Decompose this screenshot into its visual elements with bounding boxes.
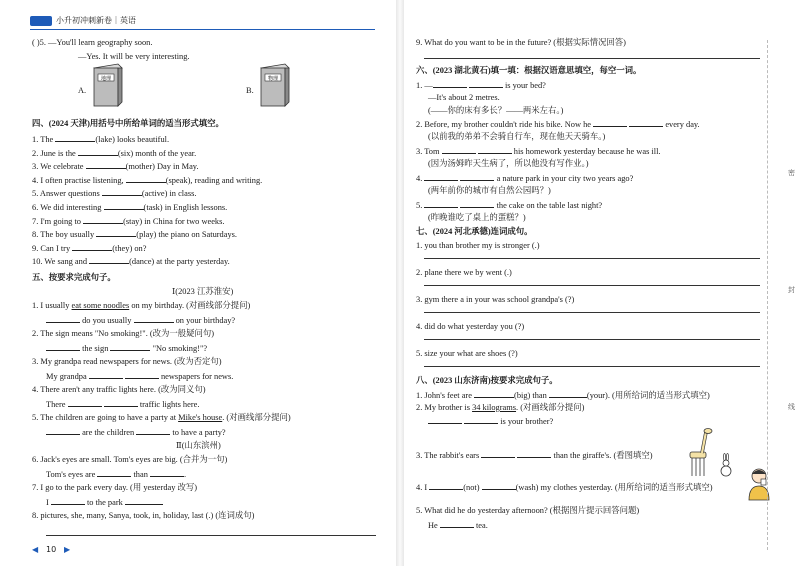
section-7-title: 七、(2024 河北承德)连词成句。	[416, 227, 533, 236]
s8-q5: 5. What did he do yesterday afternoon? (根据图片提示回答问题)	[416, 506, 640, 515]
s8-q3[interactable]: 3. The rabbit's ears than the giraffe's. (看图填空)	[416, 451, 653, 460]
sec4-item[interactable]: 10. We sang and (dance) at the party yesterday.	[32, 257, 230, 267]
section-8-title: 八、(2023 山东济南)按要求完成句子。	[416, 376, 558, 385]
page-number: 10	[46, 545, 57, 554]
sec4-item[interactable]: 1. The (lake) looks beautiful.	[32, 135, 170, 144]
sec4-item[interactable]: 8. The boy usually (play) the piano on Saturdays.	[32, 230, 238, 240]
series-badge	[30, 16, 52, 26]
prev-arrow-icon: ◀	[32, 545, 39, 554]
s8-q5-answer[interactable]: He tea.	[428, 521, 488, 530]
s6-q4-hint: (两年前你的城市有自然公园吗？)	[428, 186, 551, 195]
svg-text:物理: 物理	[267, 76, 279, 82]
option-a: A.	[78, 86, 87, 95]
giraffe-icon	[690, 429, 712, 477]
header-title: 小升初冲刺新卷｜英语	[56, 16, 136, 25]
seal-mark-1: 密	[788, 169, 795, 177]
left-page	[0, 0, 396, 566]
s6-q5-hint: (昨晚谁吃了桌上的蛋糕？)	[428, 213, 526, 222]
s6-q4[interactable]: 4. a nature park in your city two years ago?	[416, 174, 634, 183]
sec7-answer-line[interactable]	[424, 366, 760, 367]
q5-reply: —Yes. It will be very interesting.	[78, 52, 190, 61]
s5-q6-answer[interactable]: Tom's eyes are than .	[46, 470, 187, 479]
s5-q2-answer[interactable]: the sign "No smoking!"?	[46, 342, 207, 354]
s8-q2-answer[interactable]: is your brother?	[428, 415, 553, 427]
sec4-item[interactable]: 3. We celebrate (mother) Day in May.	[32, 162, 199, 172]
header-rule	[30, 29, 375, 30]
physics-book-icon	[257, 62, 291, 110]
book-gutter	[396, 0, 404, 566]
sec4-item[interactable]: 2. June is the (six) month of the year.	[32, 148, 197, 158]
q5-stem: ( )5. —You'll learn geography soon.	[32, 38, 153, 47]
s6-q5[interactable]: 5. the cake on the table last night?	[416, 201, 603, 210]
sec7-item: 1. you than brother my is stronger (.)	[416, 241, 540, 250]
sec4-item[interactable]: 5. Answer questions (active) in class.	[32, 189, 197, 199]
sec7-item: 3. gym there a in your was school grandpa's (?)	[416, 295, 575, 304]
s5-q4: 4. There aren't any traffic lights here. (改为同义句)	[32, 385, 206, 394]
s5-q5-answer[interactable]: are the children to have a party?	[46, 426, 226, 438]
s6-q3-hint: (因为汤姆昨天生病了，所以他没有写作业。)	[428, 159, 589, 168]
s5-q1-answer[interactable]: do you usually on your birthday?	[46, 314, 235, 326]
seal-mark-2: 封	[788, 286, 795, 294]
s5-q4-answer[interactable]: There traffic lights here.	[46, 400, 200, 409]
seal-mark-3: 线	[788, 403, 795, 411]
geography-book-icon	[90, 62, 124, 110]
subsection-2-label: Ⅱ(山东滨州)	[176, 441, 221, 450]
sec4-item[interactable]: 7. I'm going to (stay) in China for two weeks.	[32, 216, 225, 226]
section-6-title: 六、(2023 湖北黄石)填一填：根据汉语意思填空，每空一词。	[416, 66, 642, 75]
s6-q2-hint: (以前我的弟弟不会骑自行车，现在他天天骑车。)	[428, 132, 606, 141]
s5-q8-answer-line[interactable]	[46, 535, 376, 536]
s5-q7-answer[interactable]: I to the park	[46, 496, 163, 508]
s5-q2: 2. The sign means "No smoking!". (改为一般疑问句)	[32, 329, 215, 338]
subsection-1-label: Ⅰ(2023 江苏淮安)	[172, 287, 234, 296]
q9: 9. What do you want to be in the future? (根据实际情况回答)	[416, 38, 626, 47]
sec4-item[interactable]: 6. We did interesting (task) in English lessons.	[32, 203, 228, 212]
rabbit-icon	[721, 454, 731, 477]
s6-q1[interactable]: 1. — is your bed?	[416, 81, 546, 90]
next-arrow-icon: ▶	[64, 545, 71, 554]
s8-q4[interactable]: 4. I (not) (wash) my clothes yesterday. (用所给词的适当形式填空)	[416, 483, 713, 492]
s8-q2: 2. My brother is 34 kilograms. (对画线部分提问)	[416, 403, 585, 412]
sec4-item[interactable]: 4. I often practise listening, (speak), reading and writing.	[32, 175, 263, 185]
s5-q1: 1. I usually eat some noodles on my birthday. (对画线部分提问)	[32, 301, 251, 310]
s5-q8: 8. pictures, she, many, Sanya, took, in, holiday, last (.) (连词成句)	[32, 511, 255, 520]
sec4-item[interactable]: 9. Can I try (they) on?	[32, 243, 147, 253]
s8-q1[interactable]: 1. John's feet are (big) than (your). (用所给词的适当形式填空)	[416, 391, 710, 400]
sec7-answer-line[interactable]	[424, 258, 760, 259]
right-page	[404, 0, 800, 566]
sec7-item: 2. plane there we by went (.)	[416, 268, 512, 277]
sec7-answer-line[interactable]	[424, 339, 760, 340]
section-4-title: 四、(2024 天津)用括号中所给单词的适当形式填空。	[32, 119, 224, 128]
s6-q2[interactable]: 2. Before, my brother couldn't ride his bike. Now he every day.	[416, 120, 700, 129]
option-b: B.	[246, 86, 254, 95]
s5-q3-answer[interactable]: My grandpa newspapers for news.	[46, 372, 234, 381]
svg-text:地理: 地理	[100, 76, 112, 82]
s5-q5: 5. The children are going to have a party at Mike's house. (对画线部分提问)	[32, 413, 291, 422]
s5-q3: 3. My grandpa read newspapers for news. (改为否定句)	[32, 357, 222, 366]
s6-q1-hint: (——你的床有多长？——两米左右。)	[428, 106, 564, 115]
section-5-title: 五、按要求完成句子。	[32, 273, 116, 282]
sec7-answer-line[interactable]	[424, 312, 760, 313]
boy-drinking-tea-icon	[744, 466, 774, 502]
s6-q1-reply: —It's about 2 metres.	[428, 93, 500, 102]
s5-q7: 7. I go to the park every day. (用 yesterday 改写)	[32, 483, 198, 492]
giraffe-rabbit-illustration	[680, 426, 740, 478]
s6-q3[interactable]: 3. Tom his homework yesterday because he was ill.	[416, 147, 661, 156]
seal-line	[767, 40, 768, 550]
sec7-answer-line[interactable]	[424, 285, 760, 286]
s5-q6: 6. Jack's eyes are small. Tom's eyes are big. (合并为一句)	[32, 455, 228, 464]
sec7-item: 4. did do what yesterday you (?)	[416, 322, 525, 331]
sec7-item: 5. size your what are shoes (?)	[416, 349, 518, 358]
q9-answer-line[interactable]	[424, 58, 760, 59]
